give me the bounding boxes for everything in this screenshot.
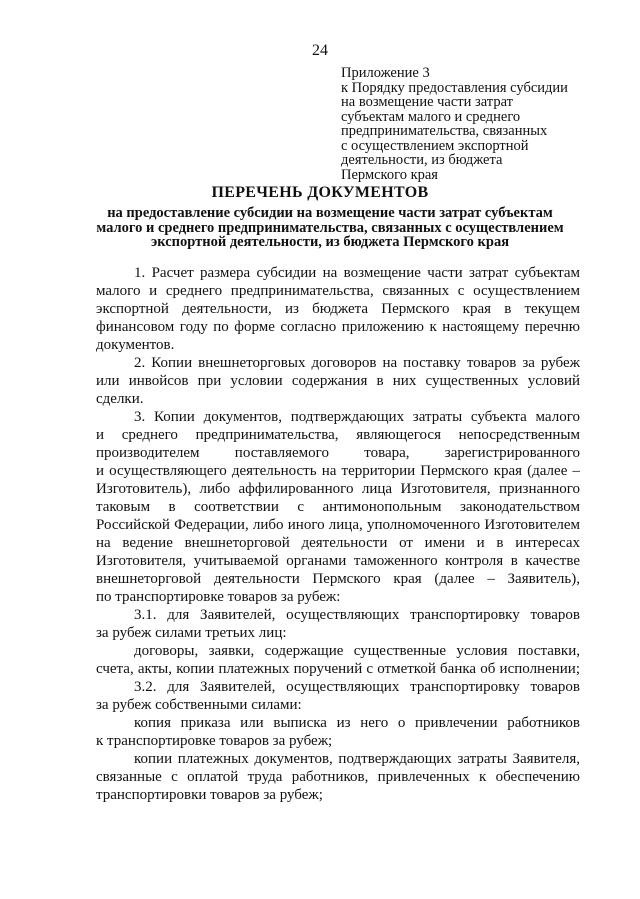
body-line: сделки. (96, 391, 144, 407)
body-line: 3. Копии документов, подтверждающих затраты субъекта малого (134, 409, 580, 425)
body-line: и осуществляющего деятельность на территории Пермского края (далее – (96, 463, 580, 479)
body-line: 2. Копии внешнеторговых договоров на поставку товаров за рубеж (134, 355, 580, 371)
body-line: связанные с оплатой труда работников, привлеченных к обеспечению (96, 769, 580, 785)
appendix-line: предпринимательства, связанных (341, 123, 548, 139)
appendix-line: на возмещение части затрат (341, 94, 513, 110)
body-line: к транспортировке товаров за рубеж; (96, 733, 333, 749)
body-line: Изготовитель), либо аффилированного лица Изготовителя, признанного (96, 481, 580, 497)
body-line: 1. Расчет размера субсидии на возмещение части затрат субъектам (134, 265, 580, 281)
body-line: копия приказа или выписка из него о привлечении работников (134, 715, 580, 731)
document-title: ПЕРЕЧЕНЬ ДОКУМЕНТОВ (211, 184, 429, 201)
body-line: финансовом году по форме согласно приложению к настоящему перечню (96, 319, 580, 335)
body-line: 3.2. для Заявителей, осуществляющих транспортировку товаров (134, 679, 580, 695)
body-line: производителем поставляемого товара, зарегистрированного (96, 445, 580, 461)
page-number: 24 (312, 42, 328, 59)
body-line: Российской Федерации, либо иного лица, уполномоченного Изготовителем (96, 517, 580, 533)
appendix-line: к Порядку предоставления субсидии (341, 79, 568, 96)
body-line: документов. (96, 337, 175, 353)
body-line: договоры, заявки, содержащие существенные условия поставки, (134, 643, 580, 659)
body-line: счета, акты, копии платежных поручений с отметкой банка об исполнении; (96, 661, 580, 677)
body-line: Изготовителя, учитываемой органами таможенного контроля в качестве (96, 553, 580, 569)
subtitle-line: малого и среднего предпринимательства, связанных с осуществлением (96, 219, 564, 236)
body-line: внешнеторговой деятельности Пермского края (далее – Заявитель), (96, 571, 580, 587)
document-body (96, 264, 580, 804)
body-line: или инвойсов при условии содержания в них существенных условий (96, 373, 580, 389)
appendix-line: Пермского края (341, 166, 438, 183)
body-line: малого и среднего предпринимательства, связанных с осуществлением (96, 283, 580, 299)
appendix-line: деятельности, из бюджета (341, 152, 503, 168)
subtitle-line: на предоставление субсидии на возмещение части затрат субъектам (107, 205, 553, 221)
body-line: за рубеж собственными силами: (96, 697, 302, 713)
appendix-line: субъектам малого и среднего (341, 108, 521, 125)
body-line: по транспортировке товаров за рубеж: (96, 589, 341, 605)
appendix-header (341, 66, 601, 182)
body-line: таковым в соответствии с антимонопольным законодательством (96, 499, 580, 515)
body-line: на ведение внешнеторговой деятельности от имени и в интересах (96, 535, 580, 551)
appendix-line: с осуществлением экспортной (341, 137, 529, 154)
body-line: транспортировки товаров за рубеж; (96, 787, 323, 803)
subtitle-line: экспортной деятельности, из бюджета Пермского края (150, 234, 510, 250)
body-line: за рубеж силами третьих лиц: (96, 625, 287, 641)
body-line: 3.1. для Заявителей, осуществляющих транспортировку товаров (134, 607, 580, 623)
body-line: и среднего предпринимательства, являющегося непосредственным (96, 427, 580, 443)
body-line: экспортной деятельности, из бюджета Пермского края в текущем (96, 301, 580, 317)
appendix-line: Приложение 3 (341, 65, 430, 81)
body-line: копии платежных документов, подтверждающих затраты Заявителя, (134, 751, 580, 767)
document-subtitle (80, 206, 580, 250)
